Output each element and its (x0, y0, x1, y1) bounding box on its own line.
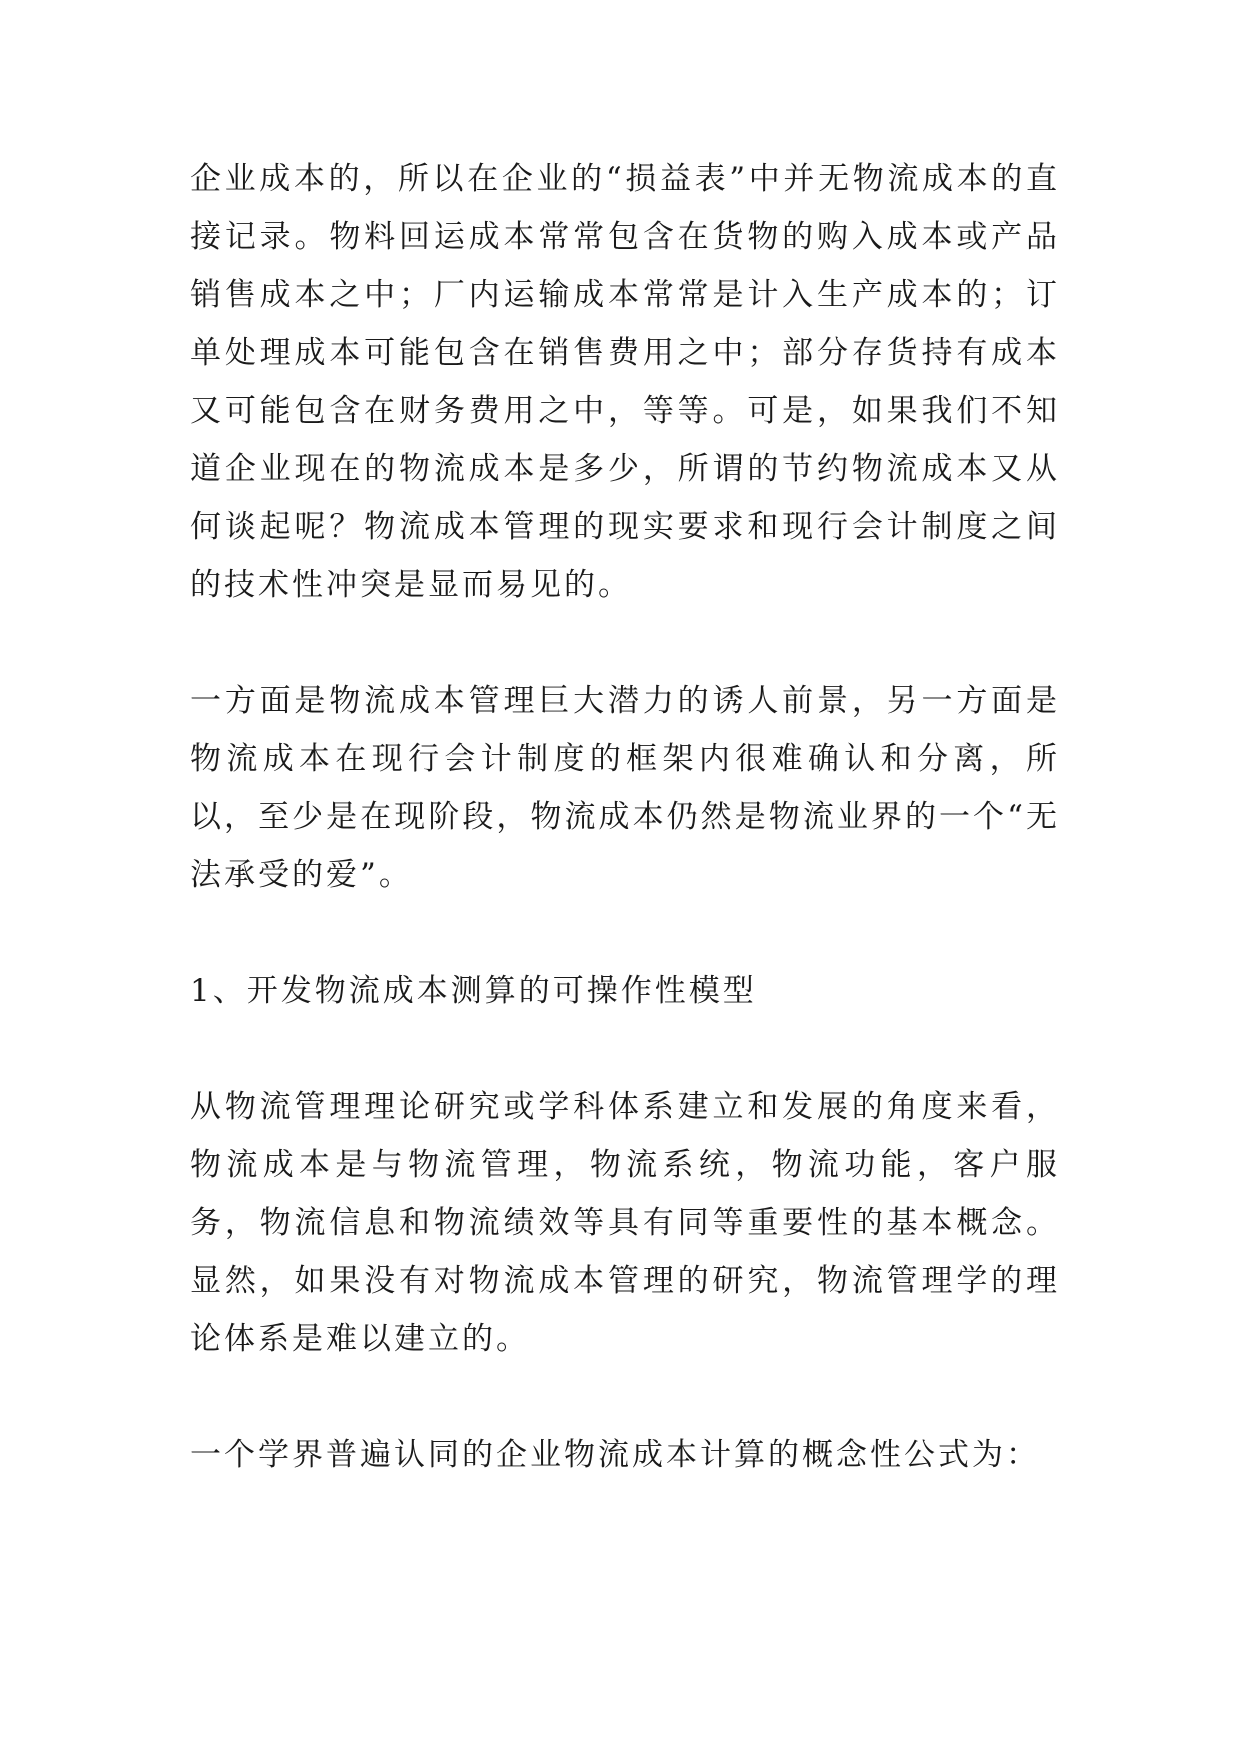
paragraph-accounting-conflict: 企业成本的，所以在企业的“损益表”中并无物流成本的直接记录。物料回运成本常常包含在货物的购入成本或产品销售成本之中；厂内运输成本常常是计入生产成本的；订单处理成本可能包含在销售费用之中；部分存货持有成本又可能包含在财务费用之中，等等。可是，如果我们不知道企业现在的物流成本是多少，所谓的节约物流成本又从何谈起呢？物流成本管理的现实要求和现行会计制度之间的技术性冲突是显而易见的。 (190, 161, 1060, 603)
paragraph-unbearable-love: 一方面是物流成本管理巨大潜力的诱人前景，另一方面是物流成本在现行会计制度的框架内很难确认和分离，所以，至少是在现阶段，物流成本仍然是物流业界的一个“无法承受的爱”。 (190, 683, 1060, 893)
document-body (190, 150, 1060, 1484)
section-heading-cost-model: 1、开发物流成本测算的可操作性模型 (190, 973, 757, 1009)
paragraph-formula-intro: 一个学界普遍认同的企业物流成本计算的概念性公式为： (190, 1437, 1040, 1473)
paragraph-theory-importance: 从物流管理理论研究或学科体系建立和发展的角度来看，物流成本是与物流管理，物流系统，物流功能，客户服务，物流信息和物流绩效等具有同等重要性的基本概念。显然，如果没有对物流成本管理的研究，物流管理学的理论体系是难以建立的。 (190, 1089, 1060, 1357)
